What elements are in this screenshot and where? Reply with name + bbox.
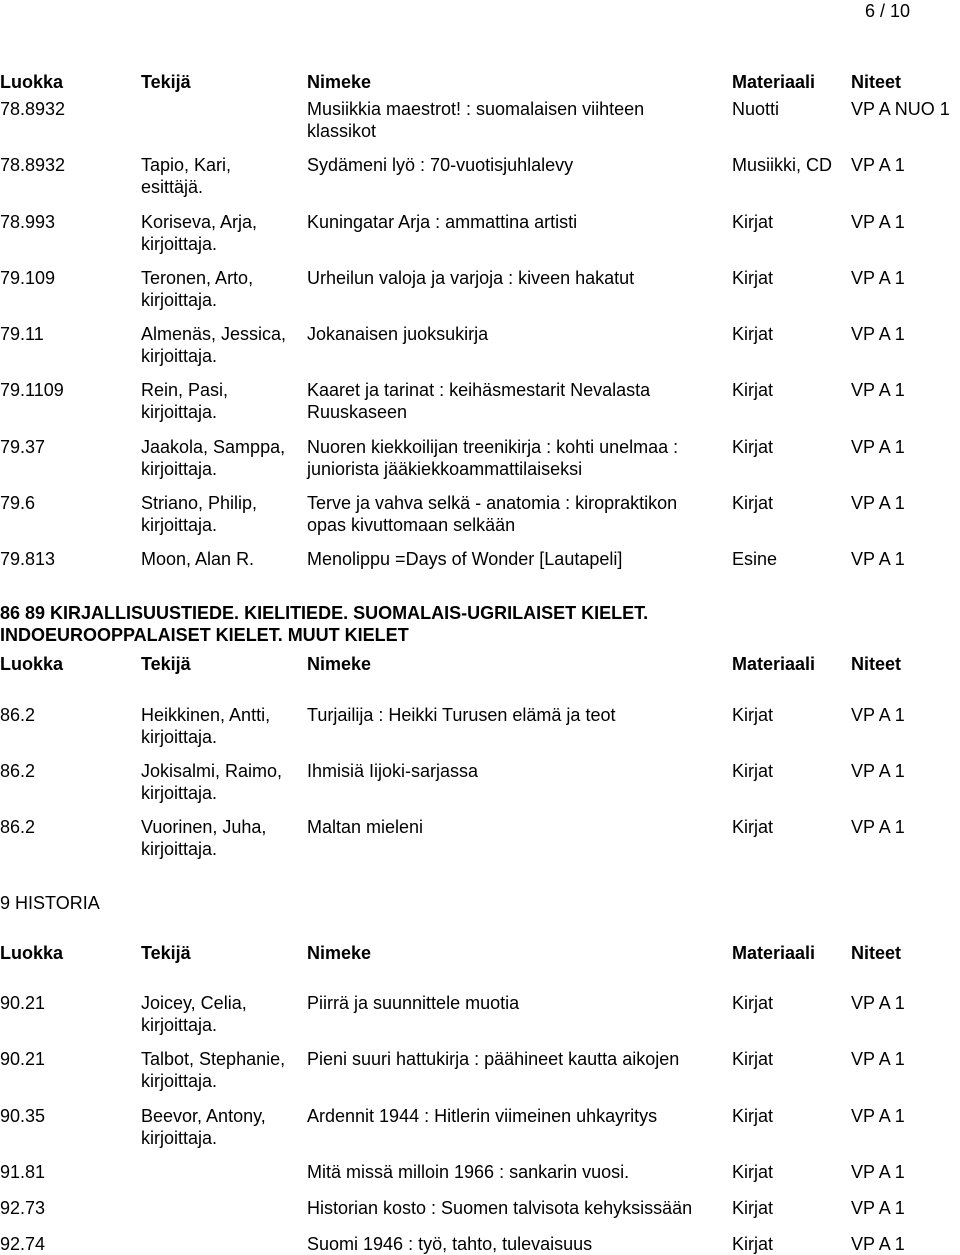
tekija-line: kirjoittaja. — [141, 402, 218, 422]
cell-nimeke — [307, 992, 519, 1014]
cell-niteet: VP A 1 — [851, 380, 905, 400]
tekija-line: Jokisalmi, Raimo, — [141, 761, 283, 781]
cell-materiaali: Musiikki, CD — [732, 155, 833, 175]
tekija-line: Talbot, Stephanie, — [141, 1049, 286, 1069]
cell-materiaali: Kirjat — [732, 817, 774, 837]
cell-materiaali: Kirjat — [732, 1198, 774, 1218]
cell-nimeke — [307, 323, 488, 345]
cell-luokka: 86.2 — [0, 761, 36, 781]
header-nimeke: Nimeke — [307, 72, 372, 92]
cell-luokka: 79.813 — [0, 549, 56, 569]
cell-niteet: VP A 1 — [851, 324, 905, 344]
tekija-line: Tapio, Kari, — [141, 155, 232, 175]
page-number: 6 / 10 — [864, 1, 910, 21]
nimeke-line: Maltan mieleni — [307, 817, 424, 837]
cell-luokka: 79.6 — [0, 493, 36, 513]
cell-niteet: VP A 1 — [851, 1049, 905, 1069]
tekija-line: kirjoittaja. — [141, 1015, 218, 1035]
cell-tekija — [141, 816, 266, 860]
cell-tekija — [141, 492, 257, 536]
tekija-line: esittäjä. — [141, 177, 204, 197]
header-niteet: Niteet — [851, 654, 902, 674]
header-tekija: Tekijä — [141, 654, 191, 674]
nimeke-line: Menolippu =Days of Wonder [Lautapeli] — [307, 549, 623, 569]
cell-materiaali: Kirjat — [732, 1234, 774, 1254]
cell-nimeke — [307, 436, 678, 480]
tekija-line: kirjoittaja. — [141, 459, 218, 479]
nimeke-line: Suomi 1946 : työ, tahto, tulevaisuus — [307, 1234, 593, 1254]
cell-materiaali: Kirjat — [732, 1049, 774, 1069]
header-niteet: Niteet — [851, 72, 902, 92]
cell-materiaali: Kirjat — [732, 380, 774, 400]
cell-nimeke — [307, 1048, 679, 1070]
cell-tekija — [141, 211, 257, 255]
cell-niteet: VP A 1 — [851, 268, 905, 288]
tekija-line: Joicey, Celia, — [141, 993, 247, 1013]
tekija-line: Jaakola, Samppa, — [141, 437, 286, 457]
cell-tekija — [141, 154, 231, 198]
nimeke-line: Turjailija : Heikki Turusen elämä ja teot — [307, 705, 616, 725]
cell-luokka: 78.8932 — [0, 155, 66, 175]
tekija-line: Striano, Philip, — [141, 493, 258, 513]
cell-materiaali: Kirjat — [732, 1106, 774, 1126]
nimeke-line: Musiikkia maestrot! : suomalaisen viihteen — [307, 99, 645, 119]
cell-nimeke — [307, 1233, 592, 1255]
cell-materiaali: Kirjat — [732, 993, 774, 1013]
cell-materiaali: Kirjat — [732, 705, 774, 725]
cell-luokka: 79.1109 — [0, 380, 64, 400]
cell-tekija — [141, 379, 228, 423]
cell-materiaali: Kirjat — [732, 212, 774, 232]
nimeke-line: Ardennit 1944 : Hitlerin viimeinen uhkayritys — [307, 1106, 658, 1126]
cell-tekija — [141, 760, 282, 804]
nimeke-line: Pieni suuri hattukirja : päähineet kautta aikojen — [307, 1049, 680, 1069]
cell-luokka: 78.993 — [0, 212, 56, 232]
cell-niteet: VP A 1 — [851, 437, 905, 457]
nimeke-line: Urheilun valoja ja varjoja : kiveen hakatut — [307, 268, 635, 288]
header-materiaali: Materiaali — [732, 654, 816, 674]
nimeke-line: juniorista jääkiekkoammattilaiseksi — [307, 459, 583, 479]
section-heading-86-89 — [0, 602, 648, 646]
cell-tekija — [141, 436, 285, 480]
cell-luokka: 92.73 — [0, 1198, 46, 1218]
nimeke-line: Kaaret ja tarinat : keihäsmestarit Nevalasta — [307, 380, 651, 400]
tekija-line: Heikkinen, Antti, — [141, 705, 271, 725]
cell-niteet: VP A 1 — [851, 817, 905, 837]
cell-luokka: 91.81 — [0, 1162, 46, 1182]
cell-nimeke — [307, 760, 478, 782]
cell-materiaali: Kirjat — [732, 268, 774, 288]
cell-tekija — [141, 267, 253, 311]
cell-niteet: VP A 1 — [851, 549, 905, 569]
header-niteet: Niteet — [851, 943, 902, 963]
cell-luokka: 90.21 — [0, 1049, 46, 1069]
nimeke-line: Ihmisiä Iijoki-sarjassa — [307, 761, 479, 781]
cell-niteet: VP A 1 — [851, 212, 905, 232]
tekija-line: Koriseva, Arja, — [141, 212, 258, 232]
cell-luokka: 79.37 — [0, 437, 46, 457]
cell-materiaali: Kirjat — [732, 761, 774, 781]
header-luokka: Luokka — [0, 72, 64, 92]
section-heading-line-2: INDOEUROOPPALAISET KIELET. MUUT KIELET — [0, 625, 409, 645]
cell-tekija — [141, 704, 270, 748]
tekija-line: kirjoittaja. — [141, 1128, 218, 1148]
cell-luokka: 86.2 — [0, 817, 36, 837]
tekija-line: kirjoittaja. — [141, 727, 218, 747]
header-tekija: Tekijä — [141, 72, 191, 92]
tekija-line: Moon, Alan R. — [141, 549, 255, 569]
cell-nimeke — [307, 704, 615, 726]
cell-materiaali: Kirjat — [732, 324, 774, 344]
cell-tekija — [141, 1048, 285, 1092]
cell-materiaali: Esine — [732, 549, 778, 569]
tekija-line: kirjoittaja. — [141, 515, 218, 535]
tekija-line: Vuorinen, Juha, — [141, 817, 267, 837]
cell-luokka: 92.74 — [0, 1234, 46, 1254]
nimeke-line: Piirrä ja suunnittele muotia — [307, 993, 520, 1013]
tekija-line: kirjoittaja. — [141, 783, 218, 803]
nimeke-line: Historian kosto : Suomen talvisota kehyksissään — [307, 1198, 693, 1218]
cell-luokka: 79.109 — [0, 268, 56, 288]
cell-niteet: VP A 1 — [851, 705, 905, 725]
tekija-line: Teronen, Arto, — [141, 268, 254, 288]
cell-niteet: VP A 1 — [851, 761, 905, 781]
cell-niteet: VP A 1 — [851, 1106, 905, 1126]
nimeke-line: opas kivuttomaan selkään — [307, 515, 516, 535]
cell-nimeke — [307, 548, 622, 570]
cell-luokka: 90.21 — [0, 993, 46, 1013]
tekija-line: kirjoittaja. — [141, 234, 218, 254]
nimeke-line: Jokanaisen juoksukirja — [307, 324, 489, 344]
cell-nimeke — [307, 98, 644, 142]
cell-nimeke — [307, 154, 573, 176]
nimeke-line: klassikot — [307, 121, 377, 141]
tekija-line: Beevor, Antony, — [141, 1106, 266, 1126]
cell-niteet: VP A 1 — [851, 155, 905, 175]
cell-materiaali: Nuotti — [732, 99, 780, 119]
cell-nimeke — [307, 816, 423, 838]
cell-nimeke — [307, 267, 634, 289]
cell-luokka: 86.2 — [0, 705, 36, 725]
tekija-line: Almenäs, Jessica, — [141, 324, 287, 344]
cell-luokka: 78.8932 — [0, 99, 66, 119]
tekija-line: kirjoittaja. — [141, 839, 218, 859]
nimeke-line: Kuningatar Arja : ammattina artisti — [307, 212, 578, 232]
tekija-line: kirjoittaja. — [141, 290, 218, 310]
cell-nimeke — [307, 1197, 692, 1219]
cell-niteet: VP A 1 — [851, 1234, 905, 1254]
nimeke-line: Mitä missä milloin 1966 : sankarin vuosi. — [307, 1162, 630, 1182]
cell-nimeke — [307, 492, 677, 536]
header-materiaali: Materiaali — [732, 72, 816, 92]
tekija-line: kirjoittaja. — [141, 346, 218, 366]
cell-tekija — [141, 992, 247, 1036]
header-materiaali: Materiaali — [732, 943, 816, 963]
nimeke-line: Sydämeni lyö : 70-vuotisjuhlalevy — [307, 155, 574, 175]
nimeke-line: Terve ja vahva selkä - anatomia : kiropraktikon — [307, 493, 678, 513]
cell-niteet: VP A NUO 1 — [851, 99, 950, 119]
tekija-line: Rein, Pasi, — [141, 380, 229, 400]
cell-luokka: 79.11 — [0, 324, 44, 344]
cell-niteet: VP A 1 — [851, 993, 905, 1013]
header-tekija: Tekijä — [141, 943, 191, 963]
cell-materiaali: Kirjat — [732, 1162, 774, 1182]
header-luokka: Luokka — [0, 943, 64, 963]
cell-nimeke — [307, 379, 650, 423]
cell-tekija — [141, 1105, 266, 1149]
nimeke-line: Ruuskaseen — [307, 402, 408, 422]
nimeke-line: Nuoren kiekkoilijan treenikirja : kohti unelmaa : — [307, 437, 679, 457]
cell-luokka: 90.35 — [0, 1106, 46, 1126]
header-luokka: Luokka — [0, 654, 64, 674]
cell-niteet: VP A 1 — [851, 493, 905, 513]
cell-tekija — [141, 548, 254, 570]
cell-nimeke — [307, 211, 577, 233]
section-heading-9: 9 HISTORIA — [0, 893, 100, 913]
cell-nimeke — [307, 1161, 629, 1183]
header-nimeke: Nimeke — [307, 943, 372, 963]
cell-niteet: VP A 1 — [851, 1162, 905, 1182]
cell-nimeke — [307, 1105, 657, 1127]
cell-tekija — [141, 323, 286, 367]
cell-materiaali: Kirjat — [732, 437, 774, 457]
cell-materiaali: Kirjat — [732, 493, 774, 513]
header-nimeke: Nimeke — [307, 654, 372, 674]
section-heading-line-1: 86 89 KIRJALLISUUSTIEDE. KIELITIEDE. SUOMALAIS-UGRILAISET KIELET. — [0, 603, 649, 623]
cell-niteet: VP A 1 — [851, 1198, 905, 1218]
tekija-line: kirjoittaja. — [141, 1071, 218, 1091]
